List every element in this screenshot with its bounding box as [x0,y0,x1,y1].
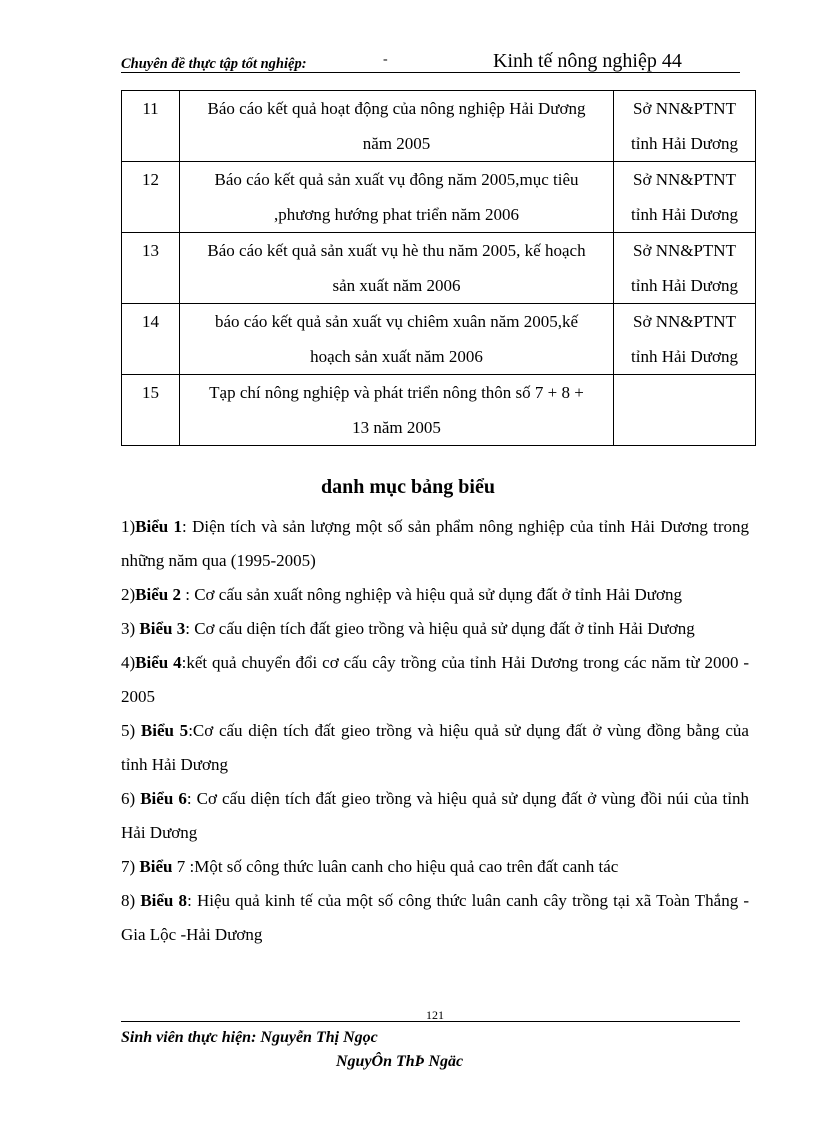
list-item: 1)Biểu 1: Diện tích và sản lượng một số sản phẩm nông nghiệp của tỉnh Hải Dương trong những năm qua (1995-2005) [121,517,750,570]
list-item: 3) Biểu 3: Cơ cấu diện tích đất gieo trồng và hiệu quả sử dụng đất ở tỉnh Hải Dương [121,619,695,638]
ref-description: Báo cáo kết quả sản xuất vụ đông năm 2005,mục tiêu ,phương hướng phat triển năm 2006 [180,162,614,233]
ref-number: 14 [122,304,180,375]
footer-divider [121,1021,740,1022]
reference-table [121,90,756,446]
section-title: danh mục bảng biểu [321,476,495,498]
ref-source: Sở NN&PTNT tỉnh Hải Dương [614,91,756,162]
table-row [122,375,756,446]
list-item: 8) Biểu 8: Hiệu quả kinh tế của một số công thức luân canh cây trồng tại xã Toàn Thắng -Gia Lộc -Hải Dương [121,891,750,944]
list-item: 5) Biểu 5:Cơ cấu diện tích đất gieo trồng và hiệu quả sử dụng đất ở vùng đồng bằng của tỉnh Hải Dương [121,721,749,774]
ref-number: 12 [122,162,180,233]
ref-source: Sở NN&PTNT tỉnh Hải Dương [614,162,756,233]
page-header [121,50,740,73]
header-dash: - [383,52,388,67]
ref-source [614,375,756,446]
ref-description: Báo cáo kết quả sản xuất vụ hè thu năm 2005, kế hoạch sản xuất năm 2006 [180,233,614,304]
ref-number: 11 [122,91,180,162]
table-row [122,162,756,233]
ref-number: 15 [122,375,180,446]
ref-source: Sở NN&PTNT tỉnh Hải Dương [614,233,756,304]
chart-list [121,510,749,952]
ref-description: báo cáo kết quả sản xuất vụ chiêm xuân năm 2005,kế hoạch sản xuất năm 2006 [180,304,614,375]
page-number: 121 [426,1008,444,1022]
list-item: 4)Biểu 4:kết quả chuyển đổi cơ cấu cây trồng của tỉnh Hải Dương trong các năm từ 2000 - 2005 [121,653,750,706]
table-row [122,91,756,162]
header-title: Chuyên đề thực tập tốt nghiệp: [121,56,307,72]
list-item: 6) Biểu 6: Cơ cấu diện tích đất gieo trồng và hiệu quả sử dụng đất ở vùng đồi núi của tỉnh Hải Dương [121,789,750,842]
ref-number: 13 [122,233,180,304]
table-row [122,304,756,375]
ref-description: Tạp chí nông nghiệp và phát triển nông thôn số 7 + 8 + 13 năm 2005 [180,375,614,446]
header-subject: Kinh tế nông nghiệp 44 [493,50,682,72]
ref-description: Báo cáo kết quả hoạt động của nông nghiệp Hải Dương năm 2005 [180,91,614,162]
footer-author: Sinh viên thực hiện: Nguyễn Thị Ngọc [121,1029,378,1046]
ref-source: Sở NN&PTNT tỉnh Hải Dương [614,304,756,375]
table-row [122,233,756,304]
list-item: 7) Biểu 7 :Một số công thức luân canh cho hiệu quả cao trên đất canh tác [121,857,619,876]
list-item: 2)Biểu 2 : Cơ cấu sản xuất nông nghiệp và hiệu quả sử dụng đất ở tỉnh Hải Dương [121,585,682,604]
footer-author-garbled: NguyÔn ThÞ Ngäc [336,1053,464,1070]
